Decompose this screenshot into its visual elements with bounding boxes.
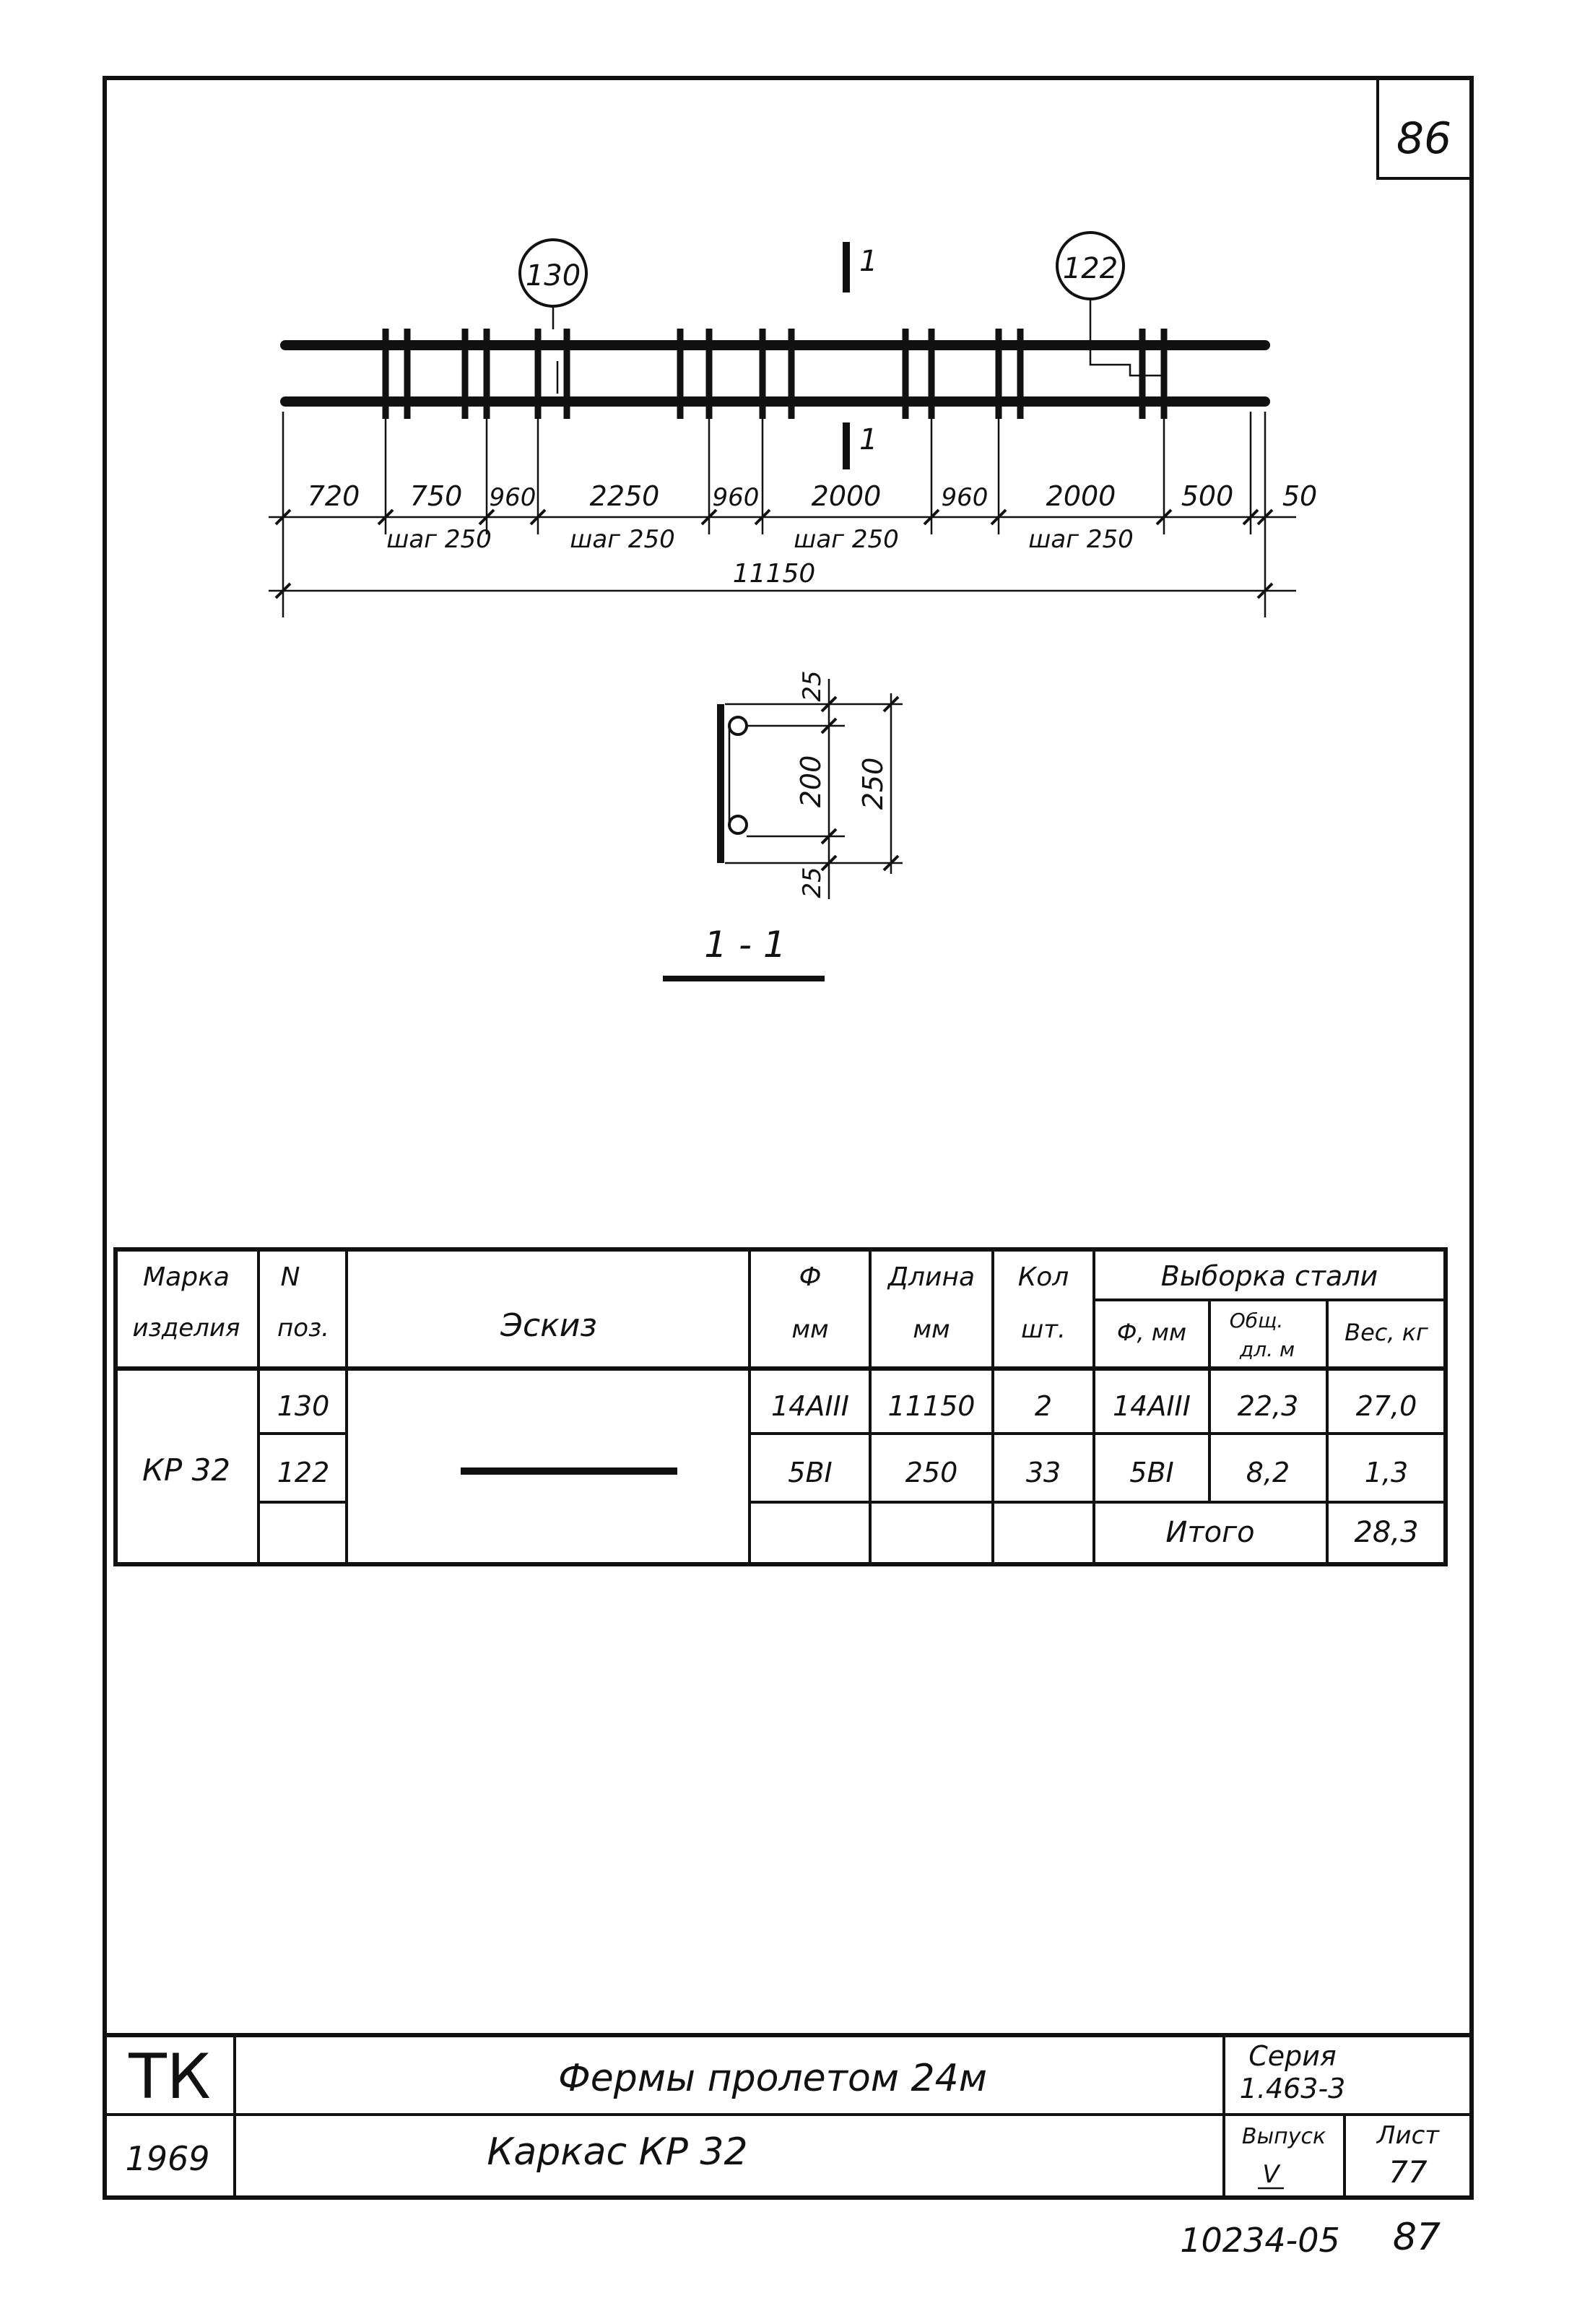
segment-label: 500	[1181, 480, 1234, 512]
svg-text:250: 250	[905, 1457, 958, 1488]
svg-text:5ВI: 5ВI	[788, 1457, 833, 1488]
title-block	[105, 2035, 1472, 2198]
step-label: шаг 250	[794, 525, 899, 554]
org-label: ТК	[129, 2041, 211, 2113]
callout-130	[520, 240, 586, 394]
issue-value: V	[1262, 2160, 1280, 2189]
segment-label: 960	[941, 483, 989, 512]
page-number: 87	[1392, 2216, 1441, 2259]
section-overall-dim: 250	[857, 757, 889, 810]
segment-label: 750	[409, 480, 463, 512]
sheet-label: Лист	[1376, 2121, 1440, 2150]
series-value: 1.463-3	[1239, 2073, 1346, 2104]
table-row	[277, 1390, 1417, 1422]
series-label: Серия	[1248, 2040, 1337, 2072]
svg-text:11150: 11150	[887, 1390, 976, 1422]
section-inner-dim: 200	[795, 755, 827, 808]
svg-text:130: 130	[277, 1390, 330, 1422]
section-mark-bottom	[846, 422, 877, 469]
callout-130-label: 130	[525, 259, 581, 292]
section-1-1	[663, 670, 903, 979]
svg-text:14АIII: 14АIII	[771, 1390, 849, 1422]
step-label: шаг 250	[570, 525, 675, 554]
inventory-number: 10234-05	[1180, 2221, 1340, 2260]
table-row	[277, 1457, 1408, 1488]
header-qty-line2: шт.	[1021, 1315, 1066, 1344]
total-length-label: 11150	[732, 559, 816, 589]
section-mark-bottom-label: 1	[859, 423, 878, 456]
segment-label: 960	[489, 483, 536, 512]
svg-text:1,3: 1,3	[1364, 1457, 1409, 1488]
svg-text:27,0: 27,0	[1355, 1390, 1417, 1422]
segment-label: 720	[307, 480, 360, 512]
header-mark-line2: изделия	[132, 1314, 240, 1343]
issue-label: Выпуск	[1241, 2124, 1326, 2149]
svg-text:22,3: 22,3	[1237, 1390, 1299, 1422]
segment-label: 2000	[811, 480, 882, 512]
segment-label: 2000	[1046, 480, 1116, 512]
svg-text:8,2: 8,2	[1246, 1457, 1290, 1488]
header-dia-line2: мм	[791, 1315, 829, 1344]
header-sketch: Эскиз	[500, 1307, 597, 1344]
top-sheet-number: 86	[1396, 113, 1452, 164]
svg-text:5ВI: 5ВI	[1129, 1457, 1174, 1488]
svg-text:14АIII: 14АIII	[1113, 1390, 1191, 1422]
svg-text:2: 2	[1034, 1390, 1053, 1422]
header-mark-line1: Марка	[143, 1262, 230, 1292]
segment-label: 960	[712, 483, 760, 512]
header-pos-line2: поз.	[277, 1314, 329, 1343]
header-sel-weight: Вес, кг	[1344, 1319, 1428, 1346]
section-cover-top: 25	[798, 670, 827, 702]
year-label: 1969	[125, 2139, 210, 2178]
header-qty-line1: Кол	[1017, 1262, 1069, 1292]
total-weight: 28,3	[1354, 1516, 1419, 1549]
section-mark-top	[846, 242, 877, 292]
segment-label: 50	[1282, 480, 1318, 512]
segment-label: 2250	[589, 480, 660, 512]
header-len-line1: Длина	[887, 1262, 976, 1292]
callout-122	[1057, 233, 1166, 376]
section-title: 1 - 1	[704, 924, 786, 966]
step-label: шаг 250	[386, 525, 492, 554]
top-sheet-number-box	[1378, 78, 1472, 178]
header-pos-line1: N	[280, 1262, 300, 1292]
header-sel-dia: Ф, мм	[1116, 1319, 1187, 1346]
total-label: Итого	[1165, 1516, 1255, 1549]
callout-122-label: 122	[1062, 252, 1118, 285]
header-sel-len-line1: Общ.	[1229, 1309, 1284, 1332]
header-dia-line1: Ф	[799, 1262, 822, 1292]
drawing-subtitle: Каркас КР 32	[487, 2130, 748, 2174]
dimension-chain	[269, 412, 1317, 617]
drawing-title: Фермы пролетом 24м	[558, 2057, 987, 2100]
section-cover-bottom: 25	[798, 867, 827, 898]
header-len-line2: мм	[913, 1315, 950, 1344]
cage-elevation	[269, 233, 1317, 617]
step-label: шаг 250	[1028, 525, 1134, 554]
header-selection: Выборка стали	[1160, 1260, 1378, 1292]
spec-table	[116, 1249, 1446, 1564]
header-sel-len-line2: дл. м	[1239, 1337, 1295, 1361]
svg-text:33: 33	[1025, 1457, 1061, 1488]
svg-text:122: 122	[277, 1457, 330, 1488]
sheet-value: 77	[1389, 2154, 1428, 2190]
section-mark-top-label: 1	[859, 245, 878, 278]
product-mark: КР 32	[142, 1452, 230, 1488]
